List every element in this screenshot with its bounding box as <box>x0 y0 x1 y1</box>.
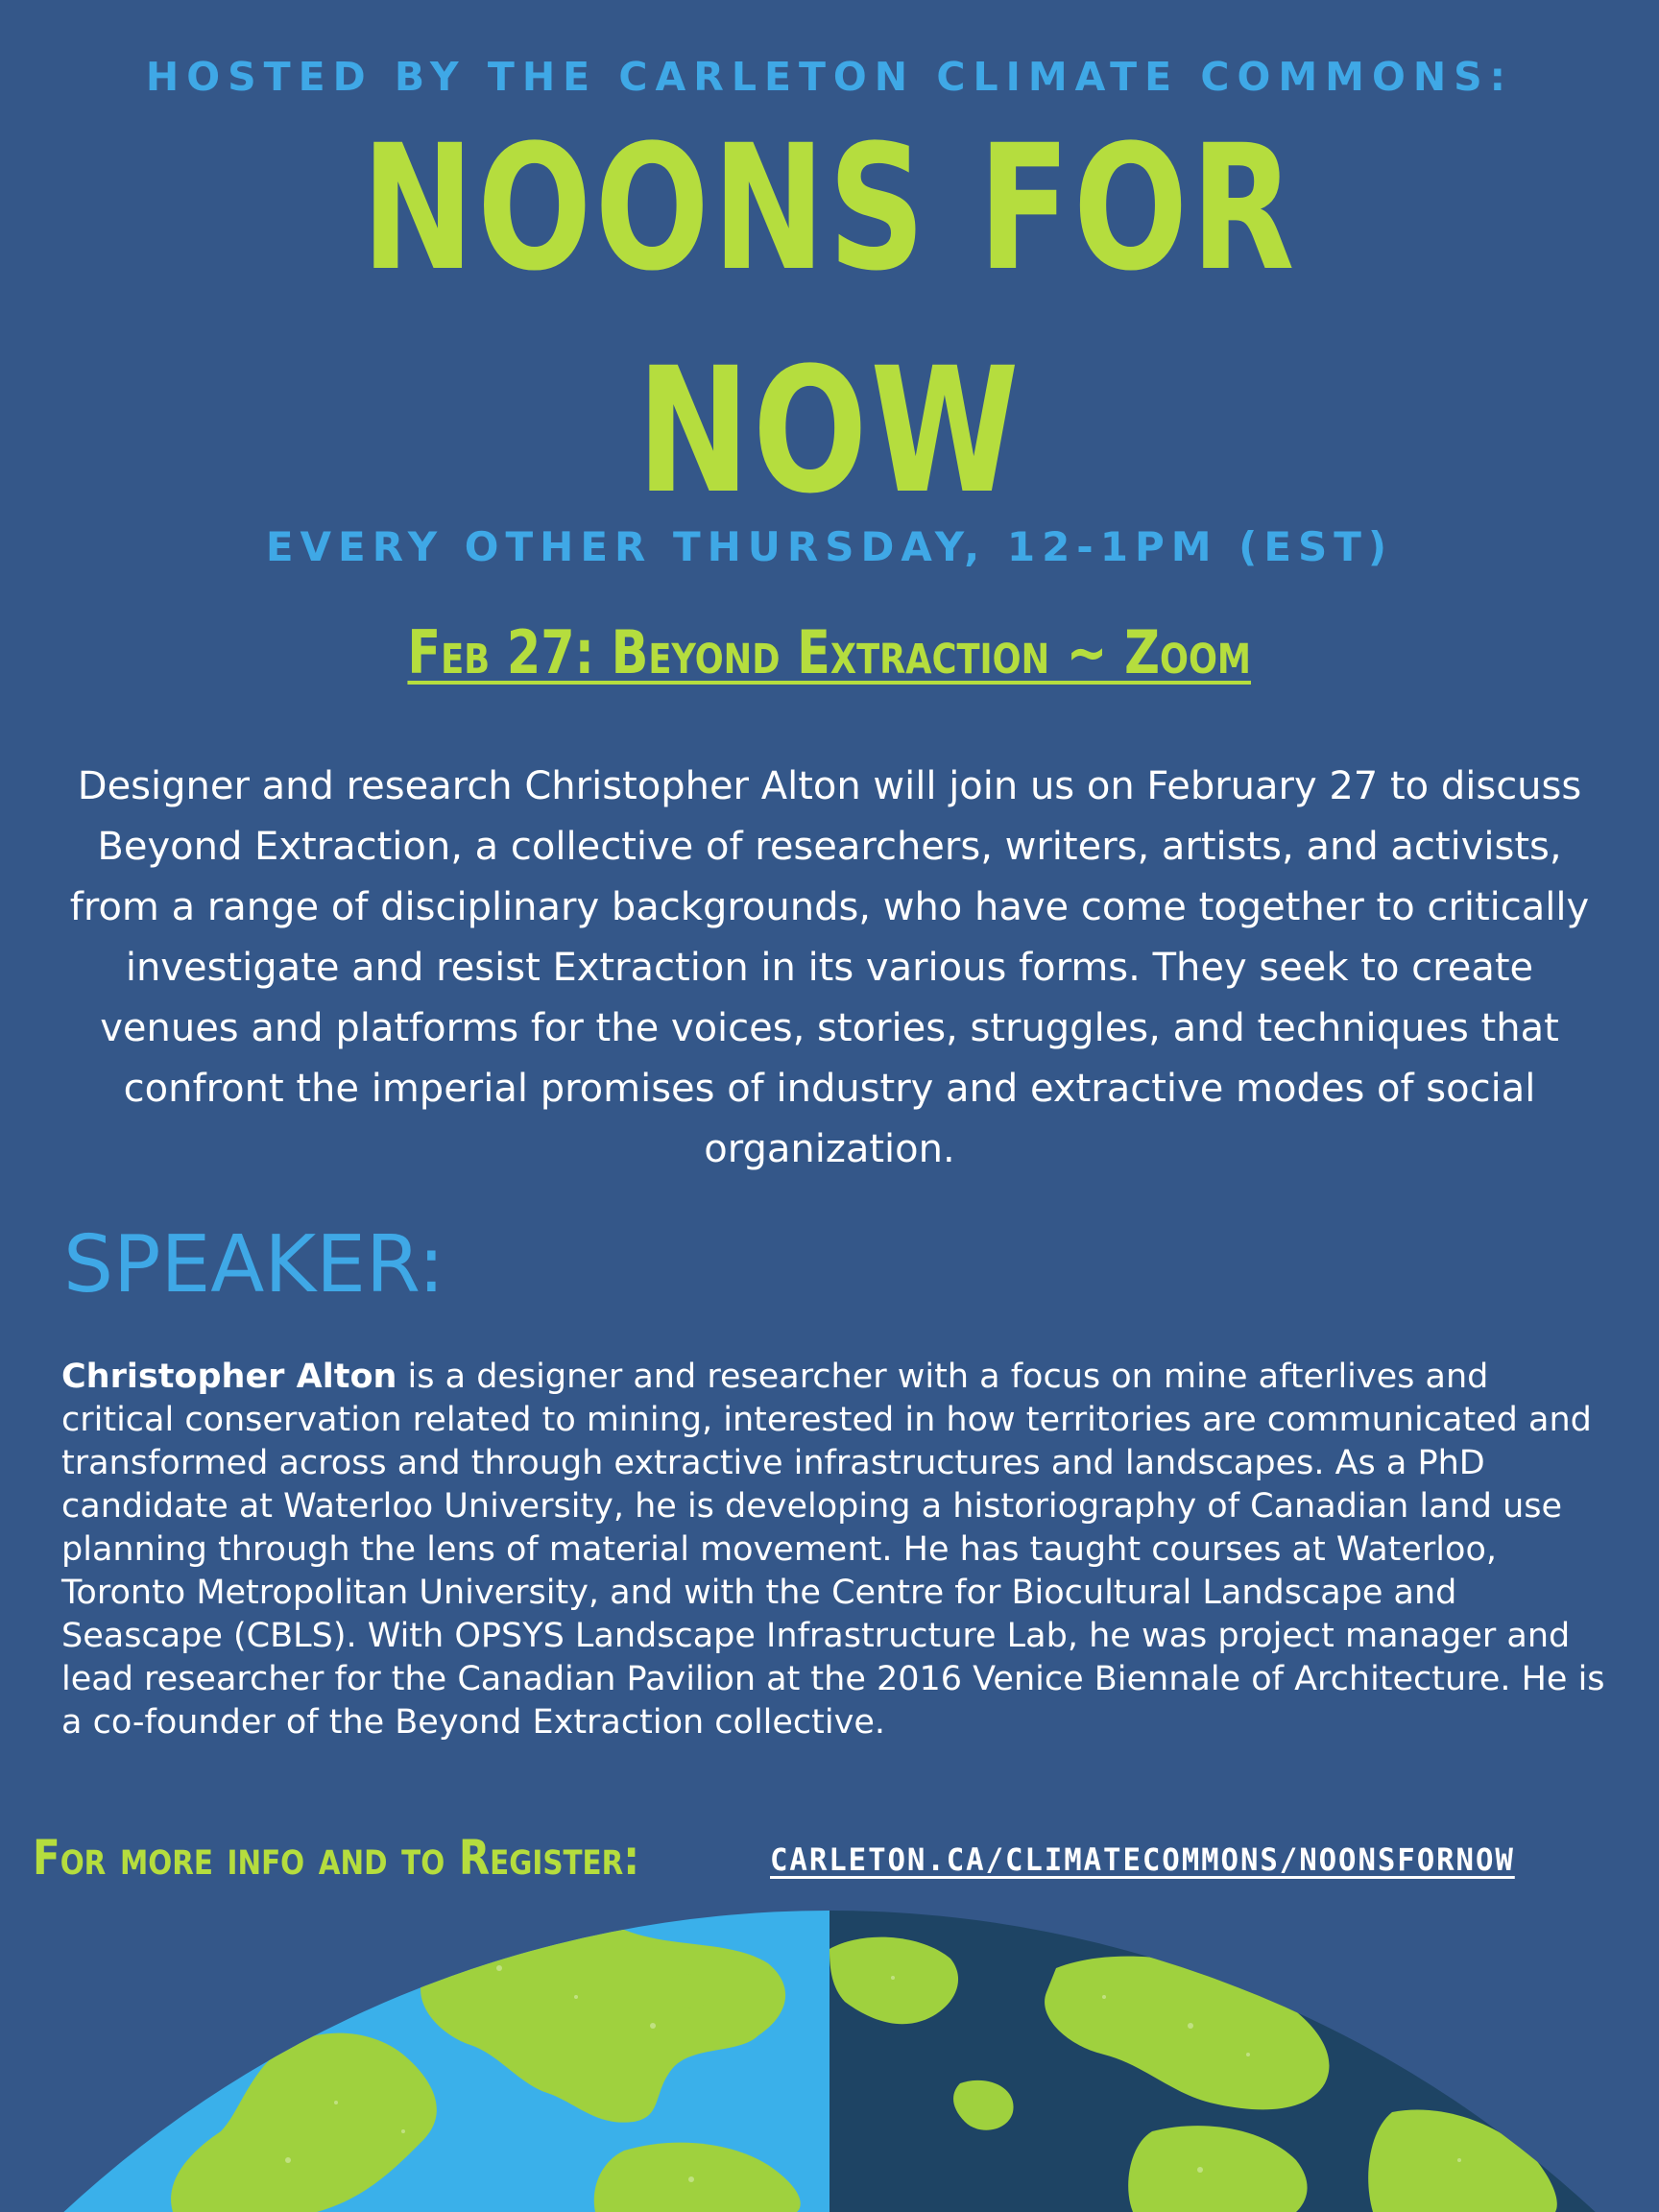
speaker-heading: SPEAKER: <box>63 1219 445 1310</box>
earth-globe-icon <box>0 1911 1659 2212</box>
event-description: Designer and research Christopher Alton will join us on February 27 to discuss Beyond Extraction, a collective of researchers, writers, artists, and activists, from a range of disciplinary backgrounds, who have come together to critically investigate and resist Extraction in its various forms. They seek to create venues and platforms for the voices, stories, struggles, and techniques that confront the imperial promises of industry and extractive modes of social organization. <box>69 764 1590 1171</box>
register-link[interactable]: CARLETON.CA/CLIMATECOMMONS/NOONSFORNOW <box>770 1841 1515 1878</box>
event-title <box>0 617 1659 687</box>
speaker-bio <box>61 1356 1609 1744</box>
speaker-name: Christopher Alton <box>61 1358 397 1396</box>
speaker-bio-text: is a designer and researcher with a focus on mine afterlives and critical conservation related to mining, interested in how territories are communicated and transformed across and through extractive infrastructures and landscapes. As a PhD candidate at Waterloo University, he is developing a historiography of Canadian land use planning through the lens of material movement. He has taught courses at Waterloo, Toronto Metropolitan University, and with the Centre for Biocultural Landscape and Seascape (CBLS). With OPSYS Landscape Infrastructure Lab, he was project manager and lead researcher for the Canadian Pavilion at the 2016 Venice Biennale of Architecture. He is a co-founder of the Beyond Extraction collective. <box>61 1358 1605 1742</box>
host-line: HOSTED BY THE CARLETON CLIMATE COMMONS: <box>145 54 1514 100</box>
register-label: For more info and to Register: <box>33 1830 640 1886</box>
main-title-line-2: NOW <box>637 331 1022 532</box>
main-title-line-1: NOONS FOR <box>361 108 1298 309</box>
event-title-text: Feb 27: Beyond Extraction ~ Zoom <box>407 617 1252 687</box>
schedule-line: EVERY OTHER THURSDAY, 12-1PM (EST) <box>265 523 1394 570</box>
